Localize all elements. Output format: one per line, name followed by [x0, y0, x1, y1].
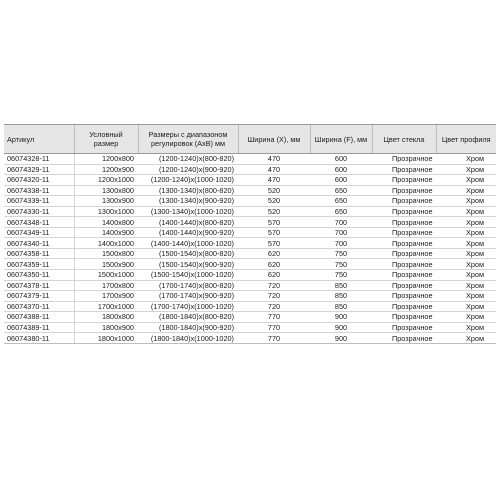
width-x-cell: 720	[238, 280, 310, 291]
sku-cell: 06074330-11	[4, 206, 74, 217]
profile-color-cell: Хром	[436, 175, 496, 186]
header-adjustment-range: Размеры с диапазоном регулировок (АхВ) мм	[138, 125, 238, 154]
nominal-size-cell: 1800x900	[74, 322, 138, 333]
width-x-cell: 520	[238, 206, 310, 217]
profile-color-cell: Хром	[436, 238, 496, 249]
sku-cell: 06074338-11	[4, 185, 74, 196]
adjustment-range-cell: (1800-1840)x(1000-1020)	[138, 333, 238, 344]
glass-color-cell: Прозрачное	[372, 217, 436, 228]
sku-cell: 06074388-11	[4, 312, 74, 323]
header-profile-color: Цвет профиля	[436, 125, 496, 154]
width-f-cell: 600	[310, 164, 372, 175]
width-x-cell: 570	[238, 238, 310, 249]
glass-color-cell: Прозрачное	[372, 206, 436, 217]
glass-color-cell: Прозрачное	[372, 280, 436, 291]
table-row	[4, 238, 496, 249]
glass-color-cell: Прозрачное	[372, 333, 436, 344]
table-row	[4, 333, 496, 344]
width-f-cell: 750	[310, 259, 372, 270]
table-row	[4, 301, 496, 312]
glass-color-cell: Прозрачное	[372, 227, 436, 238]
table-row	[4, 175, 496, 186]
width-f-cell: 850	[310, 280, 372, 291]
table-body	[4, 154, 496, 344]
nominal-size-cell: 1800x1000	[74, 333, 138, 344]
width-x-cell: 620	[238, 259, 310, 270]
profile-color-cell: Хром	[436, 248, 496, 259]
glass-color-cell: Прозрачное	[372, 270, 436, 281]
width-f-cell: 650	[310, 206, 372, 217]
width-x-cell: 470	[238, 175, 310, 186]
profile-color-cell: Хром	[436, 312, 496, 323]
width-f-cell: 700	[310, 227, 372, 238]
sku-cell: 06074349-11	[4, 227, 74, 238]
width-f-cell: 700	[310, 238, 372, 249]
adjustment-range-cell: (1200-1240)x(800-820)	[138, 154, 238, 165]
adjustment-range-cell: (1700-1740)x(800-820)	[138, 280, 238, 291]
width-x-cell: 470	[238, 164, 310, 175]
adjustment-range-cell: (1200-1240)x(900-920)	[138, 164, 238, 175]
width-f-cell: 700	[310, 217, 372, 228]
adjustment-range-cell: (1500-1540)x(900-920)	[138, 259, 238, 270]
header-glass-color: Цвет стекла	[372, 125, 436, 154]
profile-color-cell: Хром	[436, 217, 496, 228]
adjustment-range-cell: (1200-1240)x(1000-1020)	[138, 175, 238, 186]
adjustment-range-cell: (1700-1740)x(900-920)	[138, 291, 238, 302]
sku-cell: 06074320-11	[4, 175, 74, 186]
table-row	[4, 154, 496, 165]
glass-color-cell: Прозрачное	[372, 175, 436, 186]
table-row	[4, 312, 496, 323]
adjustment-range-cell: (1300-1340)x(800-820)	[138, 185, 238, 196]
nominal-size-cell: 1500x900	[74, 259, 138, 270]
table-row	[4, 248, 496, 259]
profile-color-cell: Хром	[436, 164, 496, 175]
profile-color-cell: Хром	[436, 206, 496, 217]
width-f-cell: 900	[310, 322, 372, 333]
sku-cell: 06074328-11	[4, 154, 74, 165]
sku-cell: 06074348-11	[4, 217, 74, 228]
sku-cell: 06074370-11	[4, 301, 74, 312]
nominal-size-cell: 1500x800	[74, 248, 138, 259]
glass-color-cell: Прозрачное	[372, 312, 436, 323]
width-f-cell: 900	[310, 312, 372, 323]
glass-color-cell: Прозрачное	[372, 238, 436, 249]
profile-color-cell: Хром	[436, 154, 496, 165]
profile-color-cell: Хром	[436, 280, 496, 291]
profile-color-cell: Хром	[436, 291, 496, 302]
width-x-cell: 570	[238, 217, 310, 228]
header-sku: Артикул	[4, 125, 74, 154]
spec-table-container	[4, 125, 496, 344]
width-f-cell: 650	[310, 185, 372, 196]
nominal-size-cell: 1300x900	[74, 196, 138, 207]
profile-color-cell: Хром	[436, 333, 496, 344]
table-row	[4, 164, 496, 175]
sku-cell: 06074350-11	[4, 270, 74, 281]
table-row	[4, 259, 496, 270]
sku-cell: 06074329-11	[4, 164, 74, 175]
width-x-cell: 770	[238, 312, 310, 323]
width-f-cell: 750	[310, 248, 372, 259]
table-row	[4, 206, 496, 217]
glass-color-cell: Прозрачное	[372, 259, 436, 270]
table-row	[4, 217, 496, 228]
sku-cell: 06074378-11	[4, 280, 74, 291]
profile-color-cell: Хром	[436, 185, 496, 196]
table-row	[4, 280, 496, 291]
nominal-size-cell: 1200x800	[74, 154, 138, 165]
width-x-cell: 770	[238, 322, 310, 333]
nominal-size-cell: 1800x800	[74, 312, 138, 323]
table-row	[4, 322, 496, 333]
glass-color-cell: Прозрачное	[372, 301, 436, 312]
nominal-size-cell: 1700x900	[74, 291, 138, 302]
header-width-x: Ширина (X), мм	[238, 125, 310, 154]
adjustment-range-cell: (1300-1340)x(900-920)	[138, 196, 238, 207]
header-row	[4, 125, 496, 154]
sku-cell: 06074389-11	[4, 322, 74, 333]
nominal-size-cell: 1400x900	[74, 227, 138, 238]
width-x-cell: 470	[238, 154, 310, 165]
width-f-cell: 850	[310, 291, 372, 302]
nominal-size-cell: 1700x800	[74, 280, 138, 291]
nominal-size-cell: 1400x800	[74, 217, 138, 228]
sku-cell: 06074358-11	[4, 248, 74, 259]
width-x-cell: 520	[238, 185, 310, 196]
adjustment-range-cell: (1800-1840)x(800-820)	[138, 312, 238, 323]
header-width-f: Ширина (F), мм	[310, 125, 372, 154]
width-x-cell: 770	[238, 333, 310, 344]
adjustment-range-cell: (1800-1840)x(900-920)	[138, 322, 238, 333]
sku-cell: 06074340-11	[4, 238, 74, 249]
width-x-cell: 570	[238, 227, 310, 238]
nominal-size-cell: 1300x1000	[74, 206, 138, 217]
profile-color-cell: Хром	[436, 259, 496, 270]
width-f-cell: 750	[310, 270, 372, 281]
table-row	[4, 196, 496, 207]
sku-cell: 06074339-11	[4, 196, 74, 207]
adjustment-range-cell: (1700-1740)x(1000-1020)	[138, 301, 238, 312]
nominal-size-cell: 1200x900	[74, 164, 138, 175]
glass-color-cell: Прозрачное	[372, 164, 436, 175]
width-f-cell: 600	[310, 154, 372, 165]
width-f-cell: 850	[310, 301, 372, 312]
width-x-cell: 620	[238, 270, 310, 281]
glass-color-cell: Прозрачное	[372, 322, 436, 333]
width-f-cell: 900	[310, 333, 372, 344]
adjustment-range-cell: (1400-1440)x(900-920)	[138, 227, 238, 238]
width-f-cell: 600	[310, 175, 372, 186]
nominal-size-cell: 1300x800	[74, 185, 138, 196]
adjustment-range-cell: (1400-1440)x(800-820)	[138, 217, 238, 228]
table-row	[4, 270, 496, 281]
sku-cell: 06074380-11	[4, 333, 74, 344]
adjustment-range-cell: (1400-1440)x(1000-1020)	[138, 238, 238, 249]
glass-color-cell: Прозрачное	[372, 154, 436, 165]
width-x-cell: 720	[238, 291, 310, 302]
table-header	[4, 125, 496, 154]
glass-color-cell: Прозрачное	[372, 248, 436, 259]
adjustment-range-cell: (1500-1540)x(800-820)	[138, 248, 238, 259]
nominal-size-cell: 1400x1000	[74, 238, 138, 249]
profile-color-cell: Хром	[436, 270, 496, 281]
sku-cell: 06074379-11	[4, 291, 74, 302]
width-x-cell: 720	[238, 301, 310, 312]
width-x-cell: 520	[238, 196, 310, 207]
width-f-cell: 650	[310, 196, 372, 207]
adjustment-range-cell: (1500-1540)x(1000-1020)	[138, 270, 238, 281]
table-row	[4, 227, 496, 238]
table-row	[4, 185, 496, 196]
spec-table	[4, 125, 496, 344]
glass-color-cell: Прозрачное	[372, 291, 436, 302]
profile-color-cell: Хром	[436, 322, 496, 333]
glass-color-cell: Прозрачное	[372, 185, 436, 196]
adjustment-range-cell: (1300-1340)x(1000-1020)	[138, 206, 238, 217]
width-x-cell: 620	[238, 248, 310, 259]
profile-color-cell: Хром	[436, 196, 496, 207]
nominal-size-cell: 1200x1000	[74, 175, 138, 186]
glass-color-cell: Прозрачное	[372, 196, 436, 207]
profile-color-cell: Хром	[436, 227, 496, 238]
header-nominal-size: Условный размер	[74, 125, 138, 154]
profile-color-cell: Хром	[436, 301, 496, 312]
table-row	[4, 291, 496, 302]
sku-cell: 06074359-11	[4, 259, 74, 270]
nominal-size-cell: 1500x1000	[74, 270, 138, 281]
nominal-size-cell: 1700x1000	[74, 301, 138, 312]
